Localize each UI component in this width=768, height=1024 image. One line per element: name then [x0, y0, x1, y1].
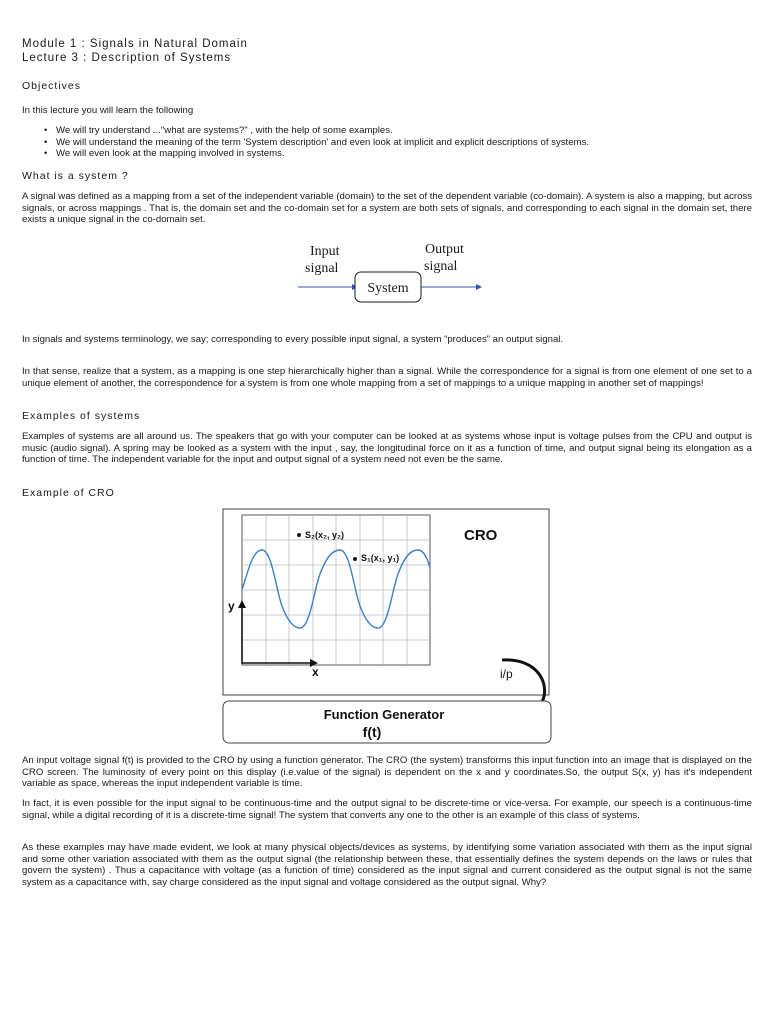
s2-label: S₂(x₂, y₂)	[305, 530, 345, 540]
objectives-list	[44, 125, 589, 160]
examples-heading: Examples of systems	[22, 410, 141, 422]
ip-label: i/p	[500, 667, 513, 681]
system-block-diagram	[290, 236, 490, 312]
examples-paragraph: Examples of systems are all around us. The speakers that go with your computer can be looked at as systems whose input is voltage pulses from the CPU and output is music (audio signal). A spring may be looked as a system with the input , say, the longitudinal force on it as a function of time, and output signal being its elongation as a function of time. The independent variable for the input and output signal of a system need not even be the same.	[22, 431, 752, 465]
output-arrowhead	[476, 284, 482, 290]
list-item: • We will try understand ..."what are systems?" , with the help of some examples.	[44, 125, 393, 136]
system-box-label: System	[367, 281, 409, 296]
objectives-intro: In this lecture you will learn the following	[22, 105, 194, 116]
what-is-system-paragraph: A signal was defined as a mapping from a set of the independent variable (domain) to the set of the dependent variable (co-domain). A system is also a mapping, but across signals, or across mappings . That is, the domain set and the co-domain set for a system are both sets of signals, and corresponding to each signal in the domain set, there exists a unique signal in the co-domain set.	[22, 191, 752, 225]
output-label-line1: Output	[425, 242, 464, 257]
s2-point	[297, 533, 301, 537]
output-label-line2: signal	[424, 259, 458, 274]
hierarchy-paragraph: In that sense, realize that a system, as a mapping is one step hierarchically higher than a signal. While the correspondence for a signal is from one element of one set to a unique element of another, the correspondence for a system is from one whole mapping from a set of mappings to a unique mapping in another set of mappings!	[22, 366, 752, 389]
objectives-heading: Objectives	[22, 80, 82, 92]
bullet-icon: •	[44, 136, 48, 148]
lecture-title: Lecture 3 : Description of Systems	[22, 52, 232, 64]
s1-label: S₁(x₁, y₁)	[361, 553, 400, 563]
list-item: • We will understand the meaning of the term 'System description' and even look at implicit and explicit descriptions of systems.	[44, 136, 589, 148]
module-title: Module 1 : Signals in Natural Domain	[22, 38, 248, 50]
cro-paragraph-1: An input voltage signal f(t) is provided to the CRO by using a function generator. The CRO (the system) transforms this input function into an image that is displayed on the CRO screen. The luminosity of every point on this display (i.e.value of the signal) is dependent on the x and y coordinates.So, the output S(x, y) has it's independent variable as space, whereas the input independent variable is time.	[22, 755, 752, 789]
input-label-line1: Input	[310, 244, 340, 259]
x-axis-label: x	[312, 665, 319, 679]
cro-label: CRO	[464, 527, 498, 544]
cro-paragraph-3: As these examples may have made evident, we look at many physical objects/devices as systems, by identifying some variation associated with them as the input signal and some other variation associated with them as the output signal (the relationship between these, that essentially defines the system depends on the laws or rules that govern the system) . Thus a capacitance with voltage (as a function of time) considered as the input signal and current considered as the output signal is not the same system as a capacitance with, say charge considered as the input signal and voltage considered as the output signal. Why?	[22, 842, 752, 888]
y-axis-label: y	[228, 599, 235, 613]
cro-heading: Example of CRO	[22, 487, 115, 499]
cro-figure	[222, 508, 556, 748]
input-label-line2: signal	[305, 261, 339, 276]
list-item: • We will even look at the mapping involved in systems.	[44, 148, 285, 159]
function-generator-ft: f(t)	[362, 724, 382, 740]
terminology-paragraph: In signals and systems terminology, we say; corresponding to every possible input signal, a system “produces” an output signal.	[22, 334, 564, 345]
s1-point	[353, 557, 357, 561]
function-generator-label: Function Generator	[323, 707, 445, 722]
bullet-icon: •	[44, 125, 48, 136]
cro-paragraph-2: In fact, it is even possible for the input signal to be continuous-time and the output signal to be discrete-time or vice-versa. For example, our speech is a continuous-time signal, while a digital recording of it is a discrete-time signal! The system that converts any one to the other is an example of this class of systems.	[22, 798, 752, 821]
what-is-system-heading: What is a system ?	[22, 170, 129, 182]
bullet-icon: •	[44, 148, 48, 159]
